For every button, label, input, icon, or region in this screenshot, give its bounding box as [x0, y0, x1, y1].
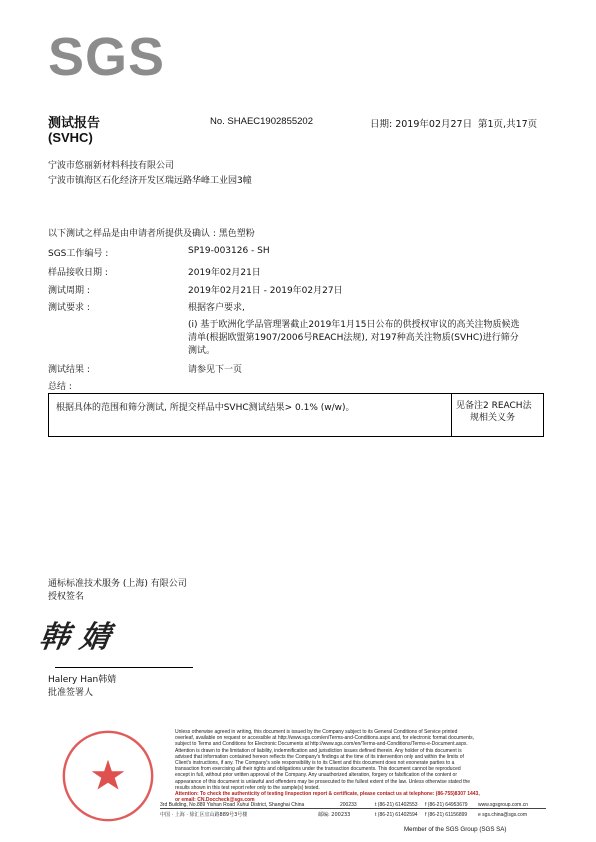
- disclaimer-line: Unless otherwise agreed in writing, this document is issued by the Company subject to its General Conditions of Service printed: [175, 729, 458, 735]
- tel-cn: t (86-21) 61402594: [375, 812, 418, 818]
- website: www.sgsgroup.com.cn: [478, 802, 529, 808]
- requirement-line-3: 清单(根据欧盟第1907/2006号REACH法规), 对197种高关注物质(SVHC)进行筛分: [188, 333, 519, 343]
- report-number: No. SHAEC1902855202: [210, 116, 313, 127]
- disclaimer-line: Client's instructions, if any. The Company's sole responsibility is to its Client and this document does not exonerate parties to a: [175, 760, 455, 767]
- requirement-line-1: 根据客户要求,: [188, 303, 245, 313]
- member-note: Member of the SGS Group (SGS SA): [404, 826, 507, 833]
- disclaimer-line: advised that information contained hereon reflects the Company's findings at the time of its intervention only and within the limits of: [175, 753, 464, 760]
- requirement-label: 测试要求 :: [48, 303, 90, 313]
- client-address: 宁波市镇海区石化经济开发区瑞远路华峰工业园3幢: [48, 176, 252, 186]
- job-no-label: SGS工作编号 :: [48, 249, 109, 259]
- fax-en: f (86-21) 64953679: [425, 802, 468, 808]
- signature-line: [55, 667, 193, 668]
- summary-label: 总结 :: [48, 382, 72, 392]
- summary-divider: [451, 393, 452, 437]
- disclaimer-line: subject to Terms and Conditions for Electronic Documents at http://www.sgs.com/en/Terms-and-Conditions/Terms-e-Document.aspx.: [175, 741, 468, 748]
- handwritten-signature: 韩 婧: [37, 620, 113, 655]
- signatory-role: 批准签署人: [48, 688, 94, 698]
- authenticity-note: Attention: To check the authenticity of testing /inspection report & certificate, please contact us at telephone: (86-755)8307 1443,: [175, 791, 480, 798]
- disclaimer-line: overleaf, available on request or accessible at http://www.sgs.com/en/Terms-and-Conditions.aspx and, for electronic format documents,: [175, 735, 475, 742]
- disclaimer-line: appearance of this document is unlawful and offenders may be prosecuted to the fullest extent of the law. Unless otherwise stated the: [175, 778, 471, 785]
- receive-date-label: 样品接收日期 :: [48, 268, 108, 278]
- sample-intro: 以下测试之样品是由申请者所提供及确认 : 黑色塑粉: [48, 229, 255, 239]
- disclaimer-line: transaction from exercising all their rights and obligations under the transaction documents. This document cannot be reproduced: [175, 766, 461, 773]
- disclaimer-line: results shown in this test report refer only to the sample(s) tested.: [175, 784, 320, 791]
- report-date: 日期: 2019年02月27日: [370, 119, 473, 130]
- result-label: 测试结果 :: [48, 365, 90, 375]
- result-value: 请参见下一页: [188, 365, 243, 375]
- requirement-line-2: (i) 基于欧洲化学品管理署截止2019年1月15日公布的供授权审议的高关注物质候选: [188, 320, 520, 330]
- client-name: 宁波市悠丽新材料科技有限公司: [48, 161, 175, 171]
- report-subtitle: (SVHC): [48, 130, 93, 145]
- summary-note-line-2: 规相关义务: [470, 413, 516, 423]
- test-period-value: 2019年02月21日 - 2019年02月27日: [188, 286, 343, 296]
- fax-cn: f (86-21) 61156899: [425, 812, 468, 818]
- page-number: 第1页,共17页: [478, 119, 538, 130]
- signatory-name: Halery Han韩婧: [48, 675, 117, 685]
- zip-cn: 邮编: 200233: [318, 812, 351, 818]
- test-period-label: 测试周期 :: [48, 286, 90, 296]
- sgs-logo: SGS: [48, 27, 166, 87]
- authenticity-email: or email: CN.Doccheck@sgs.com: [175, 797, 255, 804]
- summary-note-line-1: 见备注2 REACH法: [456, 401, 532, 411]
- requirement-line-4: 测试。: [188, 346, 216, 356]
- address-cn: 中国 · 上海 · 徐汇区宜山路889号3号楼: [160, 812, 248, 818]
- disclaimer-line: Attention is drawn to the limitation of liability, indemnification and jurisdiction issues defined therein. Any holder of this document is: [175, 747, 462, 754]
- summary-text: 根据具体的范围和筛分测试, 所提交样品中SVHC测试结果> 0.1% (w/w)。: [56, 403, 355, 413]
- email: e sgs.china@sgs.com: [478, 812, 527, 818]
- report-title: 测试报告: [48, 116, 101, 131]
- legal-disclaimer: [175, 729, 545, 803]
- address-en: 3rd Building, No.889 Yishan Road Xuhui District, Shanghai China: [160, 802, 305, 808]
- disclaimer-line: except in full, without prior written approval of the Company. Any unauthorized alteration, forgery or falsification of the content or: [175, 772, 458, 779]
- job-no-value: SP19-003126 - SH: [188, 246, 270, 256]
- official-seal: [60, 728, 156, 824]
- receive-date-value: 2019年02月21日: [188, 268, 261, 278]
- authorized-signature-label: 授权签名: [48, 592, 85, 602]
- signing-company: 通标标准技术服务 (上海) 有限公司: [48, 579, 187, 589]
- tel-en: t (86-21) 61402553: [375, 802, 418, 808]
- zip-en: 200233: [340, 802, 357, 808]
